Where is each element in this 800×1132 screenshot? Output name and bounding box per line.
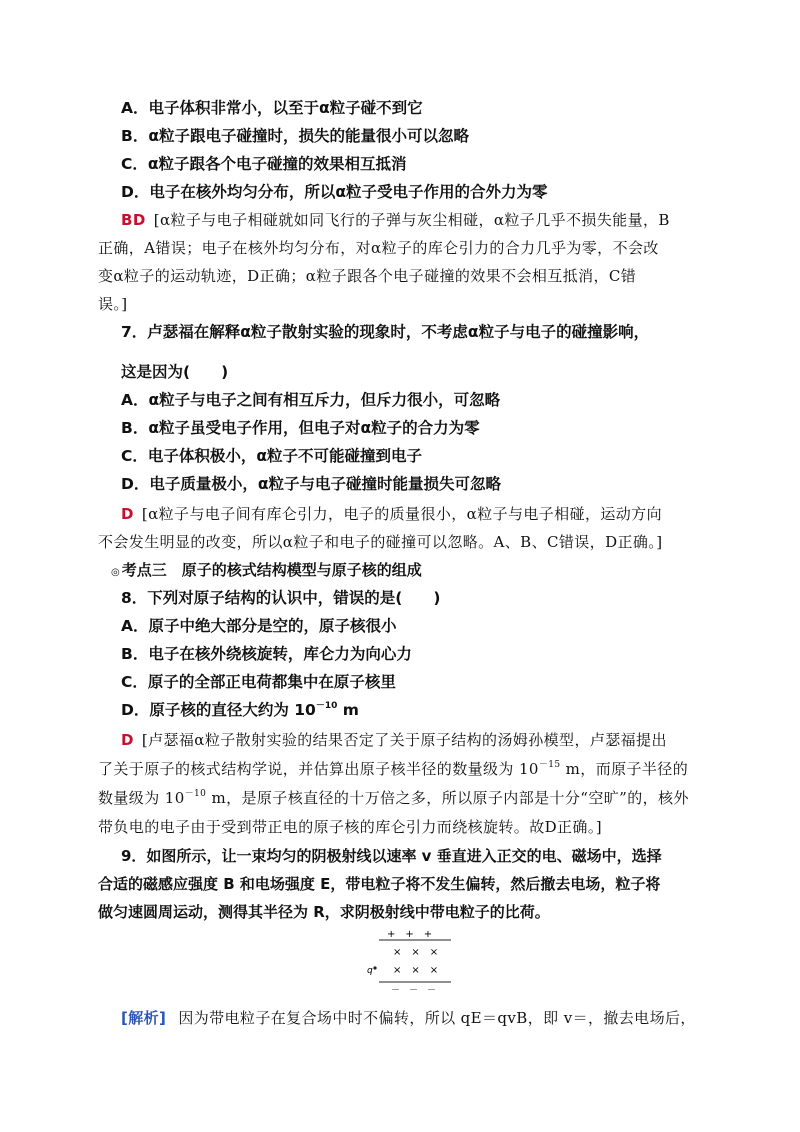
q8-answer-line-1 [121,730,741,750]
q7-answer-key: D [121,505,134,523]
q6-answer-line-4: 误。] [98,295,128,313]
q7-option-c: C．电子体积极小，α粒子不可能碰撞到电子 [121,447,423,465]
magnetic-field-row-2: × × × [393,965,439,976]
q8-answer-line-3-pre: 数量级为 10 [98,789,185,807]
negative-plate-label: － － － [391,986,437,996]
q6-answer-text: [α粒子与电子相碰就如同飞行的子弹与灰尘相碰，α粒子几乎不损失能量，B [153,211,670,229]
q6-answer-line-1 [121,210,741,230]
field-diagram [365,926,455,996]
solution-text: 因为带电粒子在复合场中时不偏转，所以 qE＝qvB，即 v＝，撤去电场后， [178,1009,696,1027]
q7-option-b: B．α粒子虽受电子作用，但电子对α粒子的合力为零 [121,419,480,437]
q8-answer-line-3-post: m，是原子核直径的十万倍之多，所以原子内部是十分“空旷”的，核外 [206,789,689,807]
q8-option-c: C．原子的全部正电荷都集中在原子核里 [121,673,396,691]
q7-option-d: D．电子质量极小，α粒子与电子碰撞时能量损失可忽略 [121,475,502,493]
positive-plate-label: + + + [387,929,433,940]
q7-stem-line-1: 7．卢瑟福在解释α粒子散射实验的现象时，不考虑α粒子与电子的碰撞影响， [121,323,650,341]
solution-label: [解析] [121,1009,167,1027]
magnetic-field-row-1: × × × [393,947,439,958]
q7-stem-line-2: 这是因为( ) [121,363,229,381]
q6-option-a: A．电子体积非常小，以至于α粒子碰不到它 [121,99,423,117]
section-title: 考点三 原子的核式结构模型与原子核的组成 [121,561,422,579]
q8-answer-line-2-post: m，而原子半径的 [560,760,689,778]
q6-option-d: D．电子在核外均匀分布，所以α粒子受电子作用的合外力为零 [121,183,548,201]
q8-answer-key: D [121,731,134,749]
q8-option-d-unit: m [337,701,359,719]
charged-particle-icon [373,966,376,969]
q6-answer-line-3: 变α粒子的运动轨迹，D正确；α粒子跟各个电子碰撞的效果不会相互抵消，C错 [98,267,637,285]
q9-stem-line-2: 合适的磁感应强度 B 和电场强度 E，带电粒子将不发生偏转，然后撤去电场，粒子将 [98,875,661,893]
q7-answer-line-1 [121,504,741,524]
section-mark-icon: ◎ [111,567,120,578]
q7-option-a: A．α粒子与电子之间有相互斥力，但斥力很小，可忽略 [121,391,501,409]
q8-option-d-prefix: D．原子核的直径大约为 10 [121,701,316,719]
q7-answer-line-2: 不会发生明显的改变，所以α粒子和电子的碰撞可以忽略。A、B、C错误，D正确。] [98,533,663,551]
q8-answer-line-3-exp: －10 [184,789,207,799]
q8-answer-line-2 [98,759,718,779]
q9-solution-line [121,1008,741,1028]
charge-label: q [367,966,373,976]
q6-option-c: C．α粒子跟各个电子碰撞的效果相互抵消 [121,155,407,173]
q8-answer-line-3 [98,788,718,808]
q6-option-b: B．α粒子跟电子碰撞时，损失的能量很小可以忽略 [121,127,469,145]
q8-answer-text: [卢瑟福α粒子散射实验的结果否定了关于原子结构的汤姆孙模型，卢瑟福提出 [141,731,667,749]
q6-answer-key: BD [121,211,146,229]
q8-option-d-exponent: －10 [315,700,338,711]
field-diagram-svg [365,926,455,996]
q8-option-b: B．电子在核外绕核旋转，库仑力为向心力 [121,645,412,663]
q8-stem: 8．下列对原子结构的认识中，错误的是( ) [121,589,441,607]
q9-stem-line-3: 做匀速圆周运动，测得其半径为 R，求阴极射线中带电粒子的比荷。 [98,903,550,921]
section-heading [111,560,731,583]
q8-answer-line-2-exp: －15 [538,760,561,770]
q9-stem-line-1: 9．如图所示，让一束均匀的阴极射线以速率 v 垂直进入正交的电、磁场中，选择 [121,847,662,865]
q8-option-a: A．原子中绝大部分是空的，原子核很小 [121,617,397,635]
q8-answer-line-2-pre: 了关于原子的核式结构学说，并估算出原子核半径的数量级为 10 [98,760,539,778]
q7-answer-text: [α粒子与电子间有库仑引力，电子的质量很小，α粒子与电子相碰，运动方向 [141,505,662,523]
q8-option-d [121,700,741,720]
q6-answer-line-2: 正确，A错误；电子在核外均匀分布，对α粒子的库仑引力的合力几乎为零，不会改 [98,239,659,257]
q8-answer-line-4: 带负电的电子由于受到带正电的原子核的库仑引力而绕核旋转。故D正确。] [98,818,602,836]
